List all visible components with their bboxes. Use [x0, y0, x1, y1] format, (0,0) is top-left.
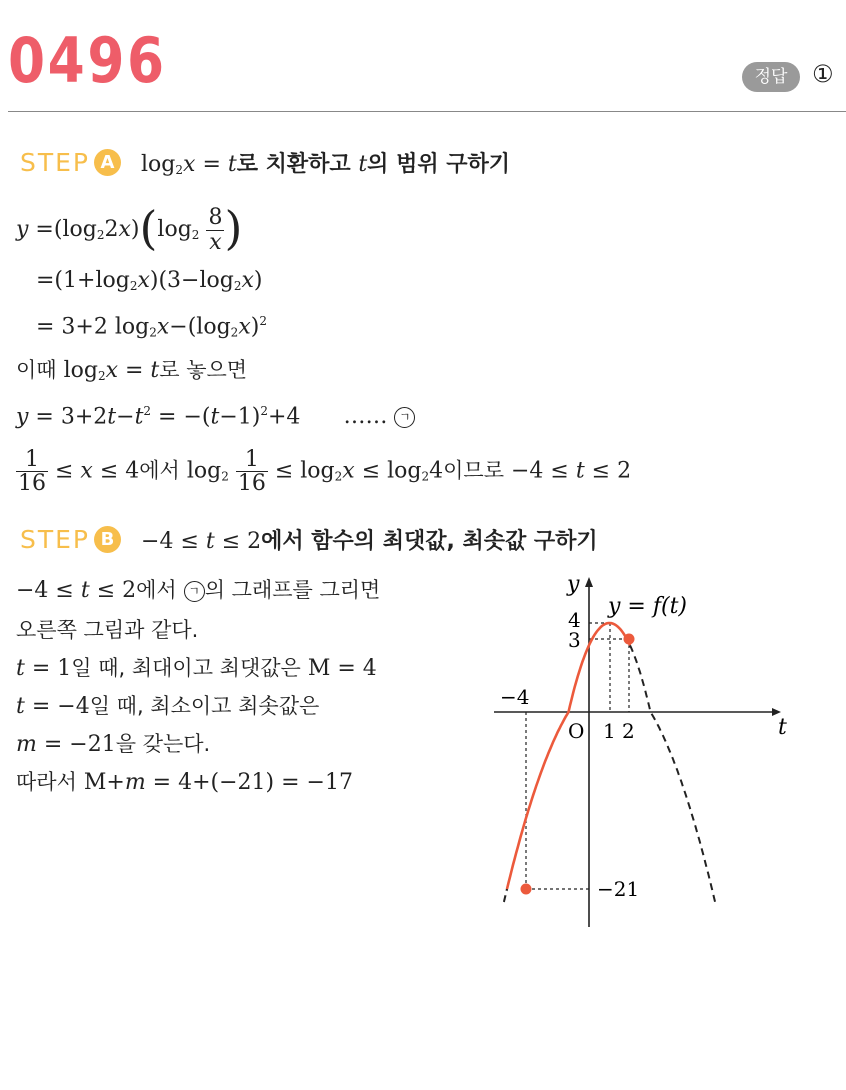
- range-line: $\frac{1}{16}$ ≤ x ≤ 4에서 $\log_2$ $\frac{1}{16}$ ≤ $\log_2x \le \log_24$이므로 −4 ≤ t ≤ 2: [18, 447, 632, 497]
- tick-4: 4: [568, 608, 581, 632]
- step-a-badge: A: [94, 149, 121, 176]
- step-a-heading: [20, 147, 510, 178]
- problem-number: 0496: [8, 24, 167, 97]
- step-b-heading: [20, 524, 598, 555]
- graph-svg: [480, 565, 800, 935]
- y-axis-label: y: [567, 572, 580, 597]
- circle-mark: ㄱ: [394, 407, 415, 428]
- tick-neg21: −21: [597, 877, 640, 901]
- step-a-title: $\log_2x = t$로 치환하고 t의 범위 구하기: [141, 152, 510, 177]
- explain-line-1: −4 ≤ t ≤ 2에서 ㄱ 의 그래프를 그리면: [16, 578, 381, 603]
- explain-line-4: t = −4일 때, 최소이고 최솟값은: [16, 694, 320, 719]
- point-min: [521, 884, 532, 895]
- origin-label: O: [568, 719, 585, 743]
- tick-neg4: −4: [500, 685, 530, 709]
- func-label: y = f(t): [608, 594, 687, 619]
- explain-line-5: m = −21을 갖는다.: [16, 732, 211, 757]
- eq-line-4: $y = 3+2t-t^2 = -(t-1)^2+4$ …… ㄱ: [16, 405, 415, 428]
- x-axis-label: t: [778, 715, 787, 740]
- step-a-label: STEP: [20, 148, 91, 177]
- explain-line-6: 따라서 M+m = 4+(−21) = −17: [16, 770, 353, 795]
- step-b-badge: B: [94, 526, 121, 553]
- curve-dashed-left: [504, 889, 507, 902]
- header-divider: [8, 111, 846, 112]
- answer-value: ①: [812, 60, 834, 88]
- graph: [480, 565, 800, 935]
- point-end: [624, 634, 635, 645]
- explain-line-3: t = 1일 때, 최대이고 최댓값은 M = 4: [16, 656, 377, 681]
- y-axis-arrow: [585, 577, 593, 587]
- eq-line-3: = 3+2 $\log_2x-(\log_2x)^2$: [36, 314, 267, 340]
- eq-line-1: $y =(\log_22x)(\log_2$ $\frac{8}{x}$ ): [16, 201, 243, 255]
- eq-line-2: $=(1+\log_2x)(3-\log_2x)$: [36, 268, 263, 293]
- substitution-line: 이때 $\log_2x = t$로 놓으면: [16, 358, 248, 383]
- answer-badge: 정답: [742, 62, 800, 92]
- step-b-title: −4 ≤ t ≤ 2에서 함수의 최댓값, 최솟값 구하기: [141, 529, 598, 554]
- step-b-label: STEP: [20, 525, 91, 554]
- explain-line-2: 오른쪽 그림과 같다.: [16, 618, 199, 642]
- tick-1: 1: [603, 719, 616, 743]
- curve-dashed-right: [630, 645, 716, 906]
- tick-3: 3: [568, 628, 581, 652]
- tick-2: 2: [622, 719, 635, 743]
